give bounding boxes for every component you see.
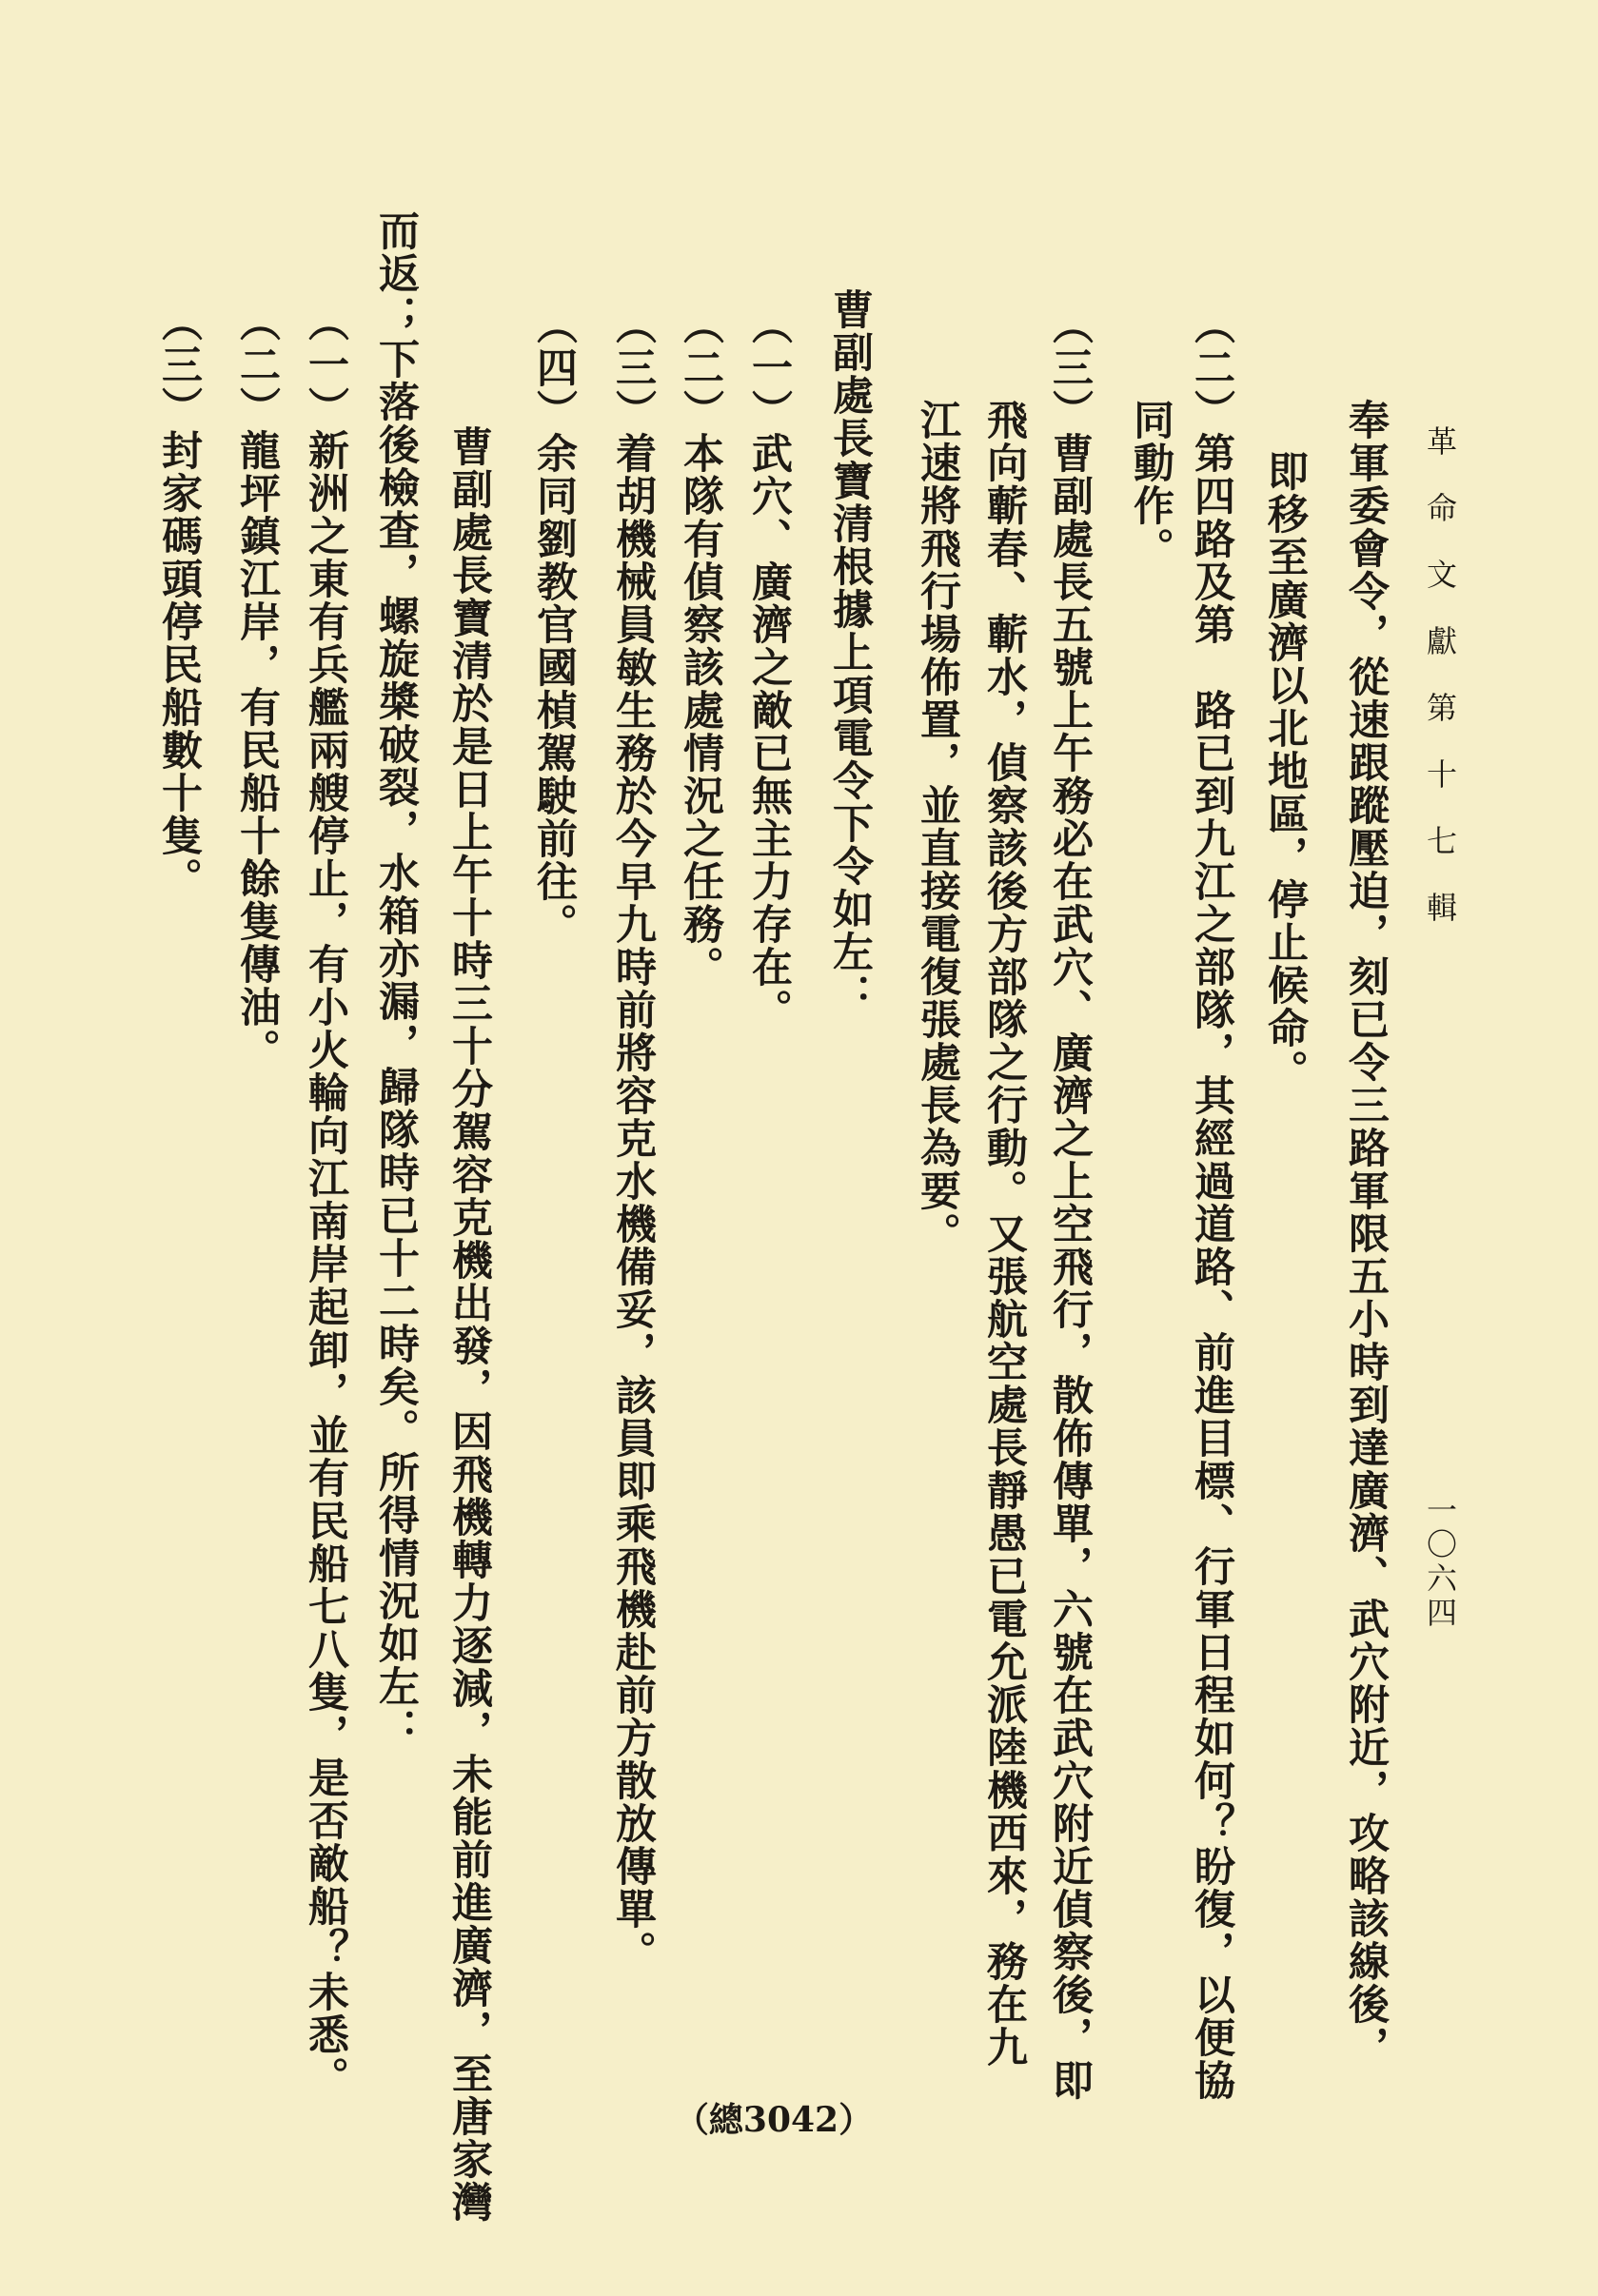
text-column: 即移至廣濟以北地區，停止候命。 (1261, 450, 1309, 1092)
page-number: 一〇六四 (1422, 1494, 1458, 1631)
text-column: 飛向蘄春、蘄水，偵察該後方部隊之行動。又張航空處長靜愚已電允派陸機西來，務在九 (980, 399, 1028, 2069)
text-column: （三）曹副處長五號上午務必在武穴、廣濟之上空飛行，散佈傳單，六號在武穴附近偵察後，即 (1046, 304, 1094, 2102)
text-column: （一）新洲之東有兵艦兩艘停止，有小火輪向江南岸起卸，並有民船七八隻，是否敵船？未悉。 (302, 301, 349, 2099)
text-column: （二）本隊有偵察該處情況之任務。 (677, 304, 724, 989)
text-column: 江速將飛行場佈置，並直接電復張處長為要。 (914, 399, 961, 1255)
text-column: 而返；下落後檢查，螺旋槳破裂，水箱亦漏，歸隊時已十二時矣。所得情況如左： (372, 209, 420, 1751)
text-column: 曹副處長寶清根據上項電令下令如左： (826, 288, 874, 1016)
text-column: （一）武穴、廣濟之敵已無主力存在。 (745, 304, 793, 1031)
total-page-number: （總3042） (674, 2100, 874, 2140)
text-column: 奉軍委會令，從速跟蹤壓迫，刻已令三路軍限五小時到達廣濟、武穴附近，攻略該線後， (1342, 399, 1390, 2069)
text-column: （二）第四路及第 路已到九江之部隊，其經過道路、前進目標、行軍日程如何？盼復，以便協 (1188, 304, 1235, 2102)
text-column: 同動作。 (1127, 399, 1174, 570)
text-column: （三）着胡機械員敏生務於今早九時前將容克水機備妥，該員即乘飛機赴前方散放傳單。 (609, 304, 657, 1973)
text-column: 曹副處長寶清於是日上午十時三十分駕容克機出發，因飛機轉力逐減，未能前進廣濟，至唐家灣 (445, 425, 493, 2224)
text-column: （四）余同劉教官國楨駕駛前往。 (530, 304, 578, 946)
text-column: （二）龍坪鎮江岸，有民船十餘隻傳油。 (233, 301, 281, 1071)
text-column: （三）封家碼頭停民船數十隻。 (155, 301, 203, 900)
running-header-title: 革命文獻第十七輯 (1422, 425, 1458, 958)
